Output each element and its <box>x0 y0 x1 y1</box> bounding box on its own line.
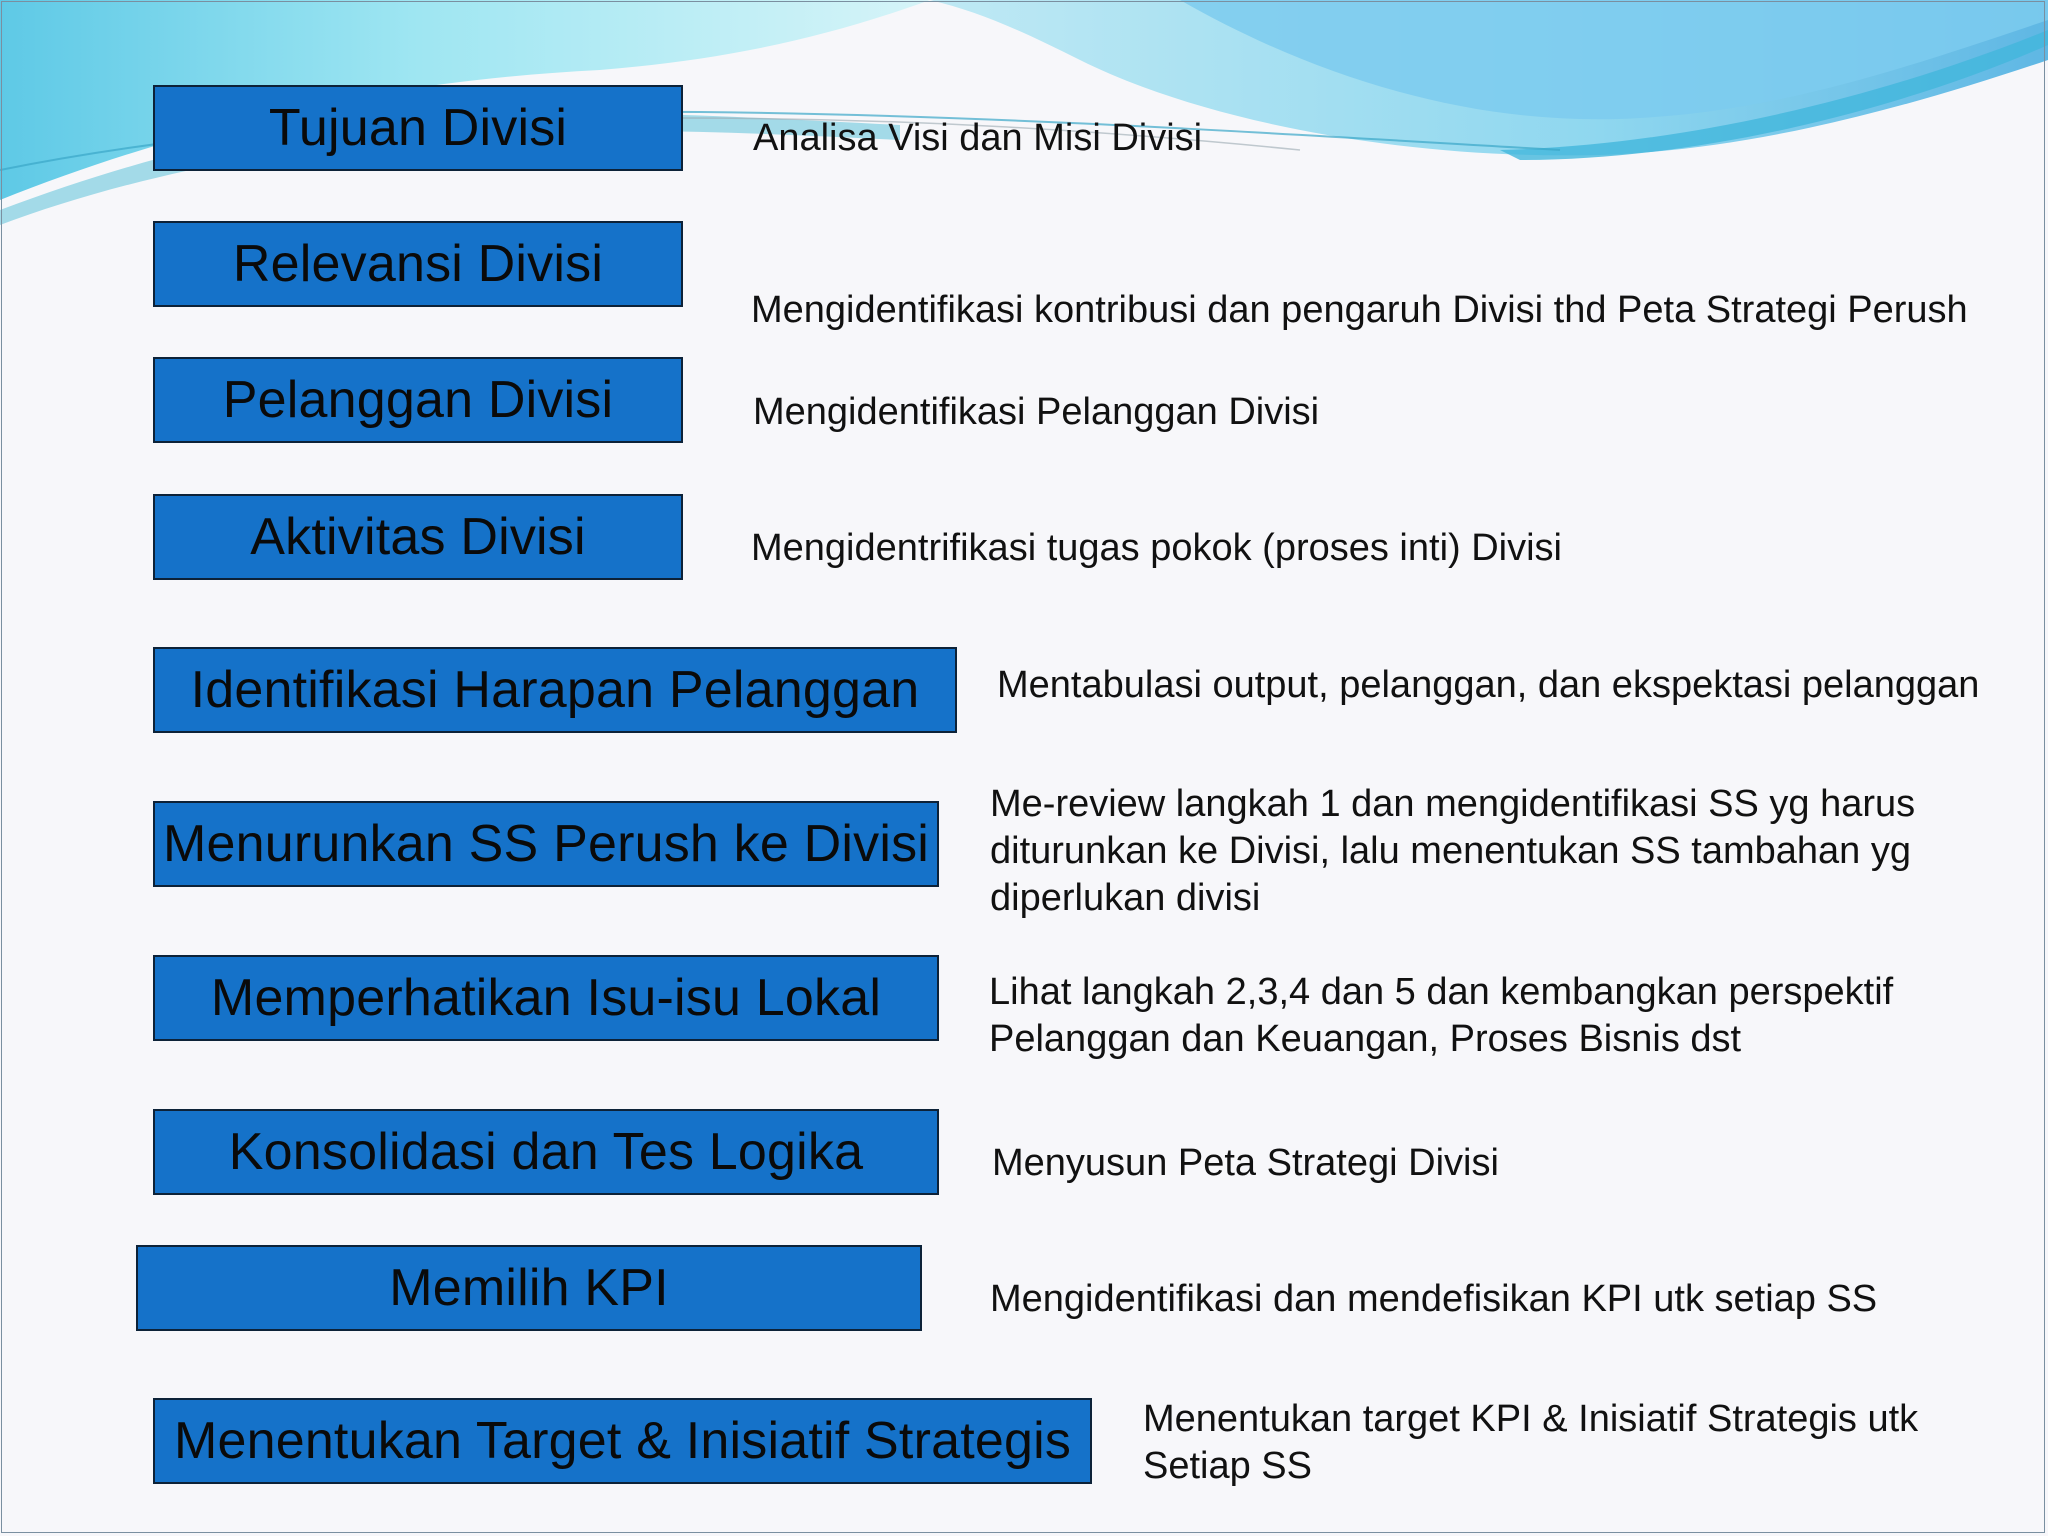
step-description-memilih-kpi: Mengidentifikasi dan mendefisikan KPI utk setiap SS <box>990 1278 1878 1320</box>
step-description-menentukan-target-inisiatif: Menentukan target KPI & Inisiatif Strategis utk Setiap SS <box>1143 1398 1919 1487</box>
step-box-menentukan-target-inisiatif[interactable]: Menentukan Target & Inisiatif Strategis <box>153 1398 1092 1484</box>
step-description-identifikasi-harapan-pelanggan: Mentabulasi output, pelanggan, dan ekspektasi pelanggan <box>997 664 1980 706</box>
step-box-konsolidasi-tes-logika[interactable]: Konsolidasi dan Tes Logika <box>153 1109 939 1195</box>
step-box-aktivitas-divisi[interactable]: Aktivitas Divisi <box>153 494 683 580</box>
step-box-relevansi-divisi[interactable]: Relevansi Divisi <box>153 221 683 307</box>
step-box-identifikasi-harapan-pelanggan[interactable]: Identifikasi Harapan Pelanggan <box>153 647 957 733</box>
step-description-tujuan-divisi: Analisa Visi dan Misi Divisi <box>753 117 1203 159</box>
step-description-memperhatikan-isu-lokal: Lihat langkah 2,3,4 dan 5 dan kembangkan perspektif Pelanggan dan Keuangan, Proses Bisnis dst <box>989 971 1894 1060</box>
step-description-konsolidasi-tes-logika: Menyusun Peta Strategi Divisi <box>992 1142 1499 1184</box>
step-box-memilih-kpi[interactable]: Memilih KPI <box>136 1245 922 1331</box>
step-description-relevansi-divisi: Mengidentifikasi kontribusi dan pengaruh Divisi thd Peta Strategi Perush <box>751 289 1968 331</box>
step-box-tujuan-divisi[interactable]: Tujuan Divisi <box>153 85 683 171</box>
step-description-menurunkan-ss: Me-review langkah 1 dan mengidentifikasi SS yg harus diturunkan ke Divisi, lalu menentukan SS tambahan yg diperlukan divisi <box>990 783 1916 919</box>
step-box-menurunkan-ss[interactable]: Menurunkan SS Perush ke Divisi <box>153 801 939 887</box>
step-box-pelanggan-divisi[interactable]: Pelanggan Divisi <box>153 357 683 443</box>
step-description-aktivitas-divisi: Mengidentrifikasi tugas pokok (proses inti) Divisi <box>751 527 1562 569</box>
step-description-pelanggan-divisi: Mengidentifikasi Pelanggan Divisi <box>753 391 1320 433</box>
step-box-memperhatikan-isu-lokal[interactable]: Memperhatikan Isu-isu Lokal <box>153 955 939 1041</box>
